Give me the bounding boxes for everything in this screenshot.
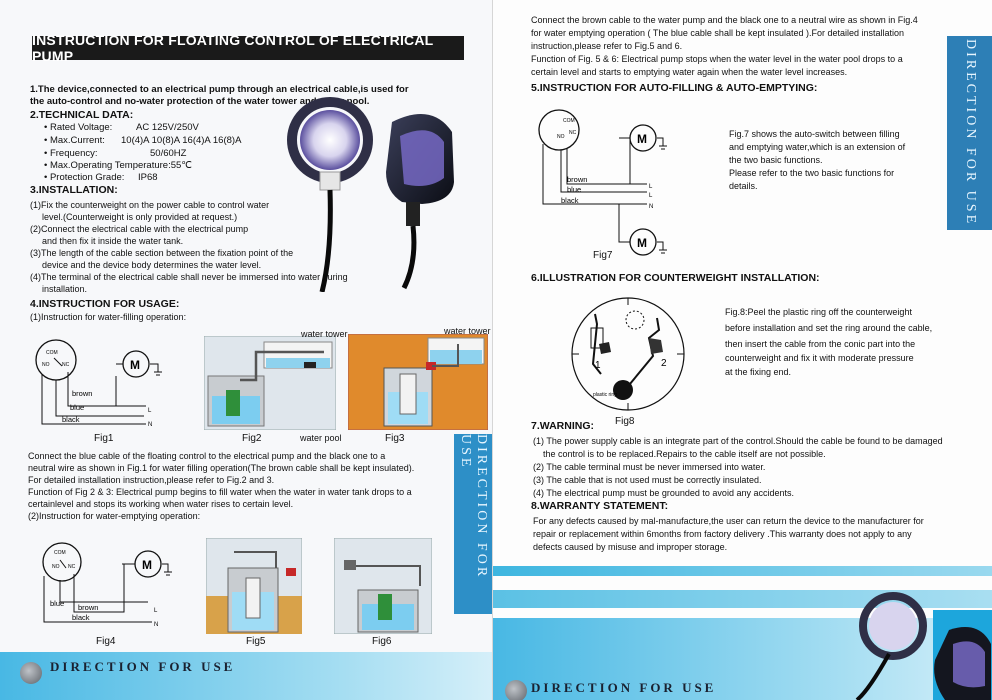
svg-text:NO: NO [42,362,50,368]
empty-text-line: instruction,please refer to Fig.5 and 6. [531,41,683,51]
usage-sub-1: (1)Instruction for water-filling operation: [30,312,187,322]
install-line: and then fix it inside the water tank. [42,236,184,246]
svg-text:NC: NC [62,362,70,368]
svg-text:M: M [142,558,152,572]
fig8-text-line: then insert the cable from the conic part into the [725,339,916,349]
warning-line: (3) The cable that is not used must be correctly insulated. [533,475,762,485]
svg-text:brown: brown [567,175,588,184]
warranty-line: repair or replacement within 6months from factory delivery .This warranty does not apply to any [533,529,912,539]
svg-text:blue: blue [70,403,85,412]
install-line: device and the device body determines the water level. [42,260,262,270]
fill-text-line: Connect the blue cable of the floating control to the electrical pump and the black one to a [28,451,386,461]
technical-data-heading: 2.TECHNICAL DATA: [30,109,134,121]
fig7-text-line: and emptying water,which is an extension of [729,142,906,152]
fig5-illustration [206,538,302,634]
svg-text:L: L [649,184,653,190]
svg-text:L: L [154,608,158,614]
tech-row: • Frequency: [44,148,98,159]
intro-line-2: the auto-control and no-water protection of the water tower and water pool. [30,96,370,107]
warning-line: (4) The electrical pump must be grounded to avoid any accidents. [533,488,794,498]
counterweight-heading: 6.ILLUSTRATION FOR COUNTERWEIGHT INSTALLATION: [531,272,820,284]
fig7-text-line: the two basic functions. [729,155,823,165]
svg-text:NC: NC [68,564,76,570]
fig8-caption: Fig8 [615,416,635,427]
svg-text:L: L [148,408,152,414]
direction-vertical-label: DIRECTION FOR USE [454,434,492,614]
empty-text-line: Connect the brown cable to the water pump and the black one to a neutral wire as shown in Fig.4 [531,15,918,25]
install-line: installation. [42,284,88,294]
fig7-text-line: details. [729,181,758,191]
warning-line: (1) The power supply cable is an integrate part of the control.Should the cable be found to be damaged [533,436,943,446]
usage-heading: 4.INSTRUCTION FOR USAGE: [30,298,180,310]
fig6-caption: Fig6 [372,636,392,647]
footer-direction-label: DIRECTION FOR USE [50,659,236,674]
fill-text-line: Function of Fig 2 & 3: Electrical pump begins to fill water when the water in water tank drops to a [28,487,412,497]
svg-text:blue: blue [50,599,65,608]
svg-text:NC: NC [569,130,577,136]
install-line: (3)The length of the cable section between the fixation point of the [30,248,294,258]
empty-text-line: certain level and starts to emptying water again when the water level increases. [531,67,848,77]
float-switch-photo [282,92,482,292]
tech-row: • Max.Operating Temperature:55℃ [44,160,192,171]
pump-icon [246,578,260,618]
fig4-wiring-diagram [36,540,176,632]
fig2-caption: Fig2 [242,433,262,444]
svg-text:N: N [649,204,654,210]
fill-text-line: For detailed installation instruction,please refer to Fig.2 and 3. [28,475,275,485]
water-pool-label: water pool [300,433,342,443]
svg-text:COM: COM [54,550,66,556]
warranty-line: defects caused by misuse and improper storage. [533,542,728,552]
installation-heading: 3.INSTALLATION: [30,184,118,196]
fig4-caption: Fig4 [96,636,116,647]
svg-text:brown: brown [78,603,99,612]
decor-stripe [493,566,992,576]
fig7-text-line: Please refer to the two basic functions for [729,168,895,178]
pump-icon [400,374,416,414]
warning-line: the control is to be replaced.Repairs to the cable itself are not possible. [543,449,826,459]
tech-value: IP68 [138,172,158,183]
tech-row: • Protection Grade: [44,172,125,183]
tech-value: AC 125V/250V [136,122,199,133]
svg-text:COM: COM [46,350,58,356]
pump-icon [378,594,392,620]
svg-text:NO: NO [52,564,60,570]
svg-text:N: N [148,422,153,428]
warning-heading: 7.WARNING: [531,420,594,432]
fig5-caption: Fig5 [246,636,266,647]
fig3-illustration [348,334,488,430]
right-page [492,0,992,700]
warranty-line: For any defects caused by mal-manufacture,the user can return the device to the manufacturer for [533,516,924,526]
bullet-dot-icon [20,662,42,684]
warranty-heading: 8.WARRANTY STATEMENT: [531,500,669,512]
float-switch-photo-bottom [849,590,992,700]
svg-text:plastic ring: plastic ring [593,392,617,398]
fig1-caption: Fig1 [94,433,114,444]
auto-heading: 5.INSTRUCTION FOR AUTO-FILLING & AUTO-EMPTYING: [531,82,818,94]
svg-text:NO: NO [557,134,565,140]
install-line: (1)Fix the counterweight on the power cable to control water [30,200,270,210]
water-tower-label-2: water tower [444,326,491,336]
warning-line: (2) The cable terminal must be never immersed into water. [533,462,766,472]
fig3-caption: Fig3 [385,433,405,444]
counterweight-icon [599,342,611,354]
svg-text:M: M [130,358,140,372]
empty-text-line: Function of Fig. 5 & 6: Electrical pump stops when the water level in the water pool drops to a [531,54,903,64]
left-page [0,0,492,700]
fig7-text-line: Fig.7 shows the auto-switch between filling [729,129,900,139]
svg-text:black: black [561,196,579,205]
fig2-illustration [204,336,336,430]
svg-text:COM: COM [563,118,575,124]
fig8-text-line: before installation and set the ring around the cable, [725,323,933,333]
install-line: (4)The terminal of the electrical cable shall never be immersed into water during [30,272,348,282]
pump-icon [226,390,240,416]
water-tower-label: water tower [301,329,348,339]
svg-text:M: M [637,132,647,146]
fill-text-line: (2)Instruction for water-emptying operation: [28,511,201,521]
empty-text-line: for water emptying operation ( The blue cable shall be kept insulated ).For detailed installation [531,28,905,38]
fig8-text-line: at the fixing end. [725,367,792,377]
fig8-counterweight-diagram [565,294,691,414]
fig7-caption: Fig7 [593,250,613,261]
fig8-text-line: counterweight and fix it with moderate pressure [725,353,914,363]
fig8-text-line: Fig.8:Peel the plastic ring off the counterweight [725,307,912,317]
fig1-wiring-diagram [32,336,172,432]
page-title: INSTRUCTION FOR FLOATING CONTROL OF ELECTRICAL PUMP [32,36,464,60]
tech-value: 50/60HZ [150,148,187,159]
svg-text:1: 1 [595,360,601,371]
svg-text:L: L [649,193,653,199]
fig6-illustration [334,538,432,634]
tech-value: 10(4)A 10(8)A 16(4)A 16(8)A [121,135,242,146]
install-line: level.(Counterweight is only provided at request.) [42,212,238,222]
tech-row: • Max.Current: [44,135,105,146]
svg-text:M: M [637,236,647,250]
fill-text-line: certainlevel and stops its working when water rises to certain level. [28,499,294,509]
fill-text-line: neutral wire as shown in Fig.1 for water filling operation(The brown cable shall be kept insulated). [28,463,415,473]
intro-line-1: 1.The device,connected to an electrical pump through an electrical cable,is used for [30,84,409,95]
bullet-dot-icon [505,680,527,700]
direction-vertical-label-right: DIRECTION FOR USE [947,36,992,230]
svg-text:black: black [62,415,80,424]
svg-text:N: N [154,622,159,628]
tech-row: • Rated Voltage: [44,122,113,133]
footer-direction-label-right: DIRECTION FOR USE [531,680,717,695]
svg-text:black: black [72,613,90,622]
svg-text:blue: blue [567,185,582,194]
svg-text:brown: brown [72,389,93,398]
fig7-wiring-diagram [537,104,697,264]
svg-text:2: 2 [661,358,667,369]
install-line: (2)Connect the electrical cable with the electrical pump [30,224,249,234]
